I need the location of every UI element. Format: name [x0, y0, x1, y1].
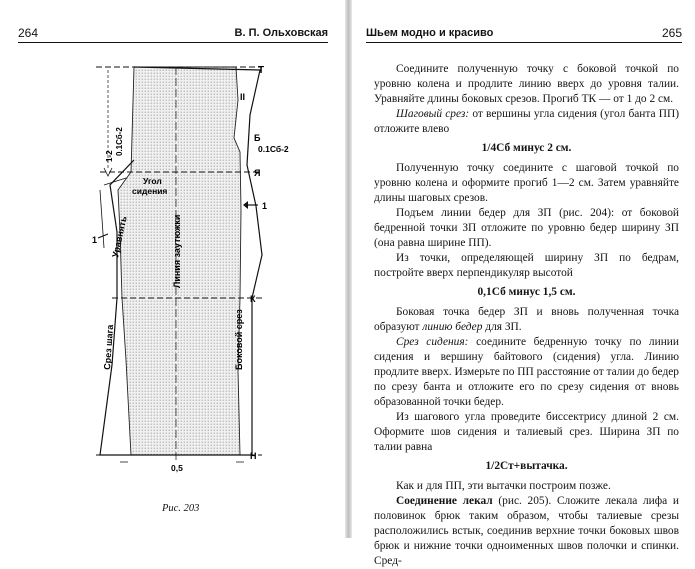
label-ya: Я	[254, 168, 261, 178]
figure-caption: Рис. 203	[162, 503, 200, 514]
page-number-right: 265	[661, 26, 682, 40]
label-1-2: 1-2	[105, 150, 114, 162]
left-page	[0, 0, 347, 538]
label-bottom-offset: 0,5	[171, 463, 183, 473]
author-running-head: В. П. Ольховская	[234, 27, 328, 39]
paragraph: Подъем линии бедер для ЗП (рис. 204): от боковой бедренной точки ЗП отложите по уровню бедер ширину ЗП (она равна ширине ПП).	[374, 207, 679, 249]
label-b: Б	[254, 133, 261, 143]
paragraph: Полученную точку соедините с шаговой точкой по уровню колена и оформите прогиб 1—2 см. Затем уравняйте длины шаговых срезов.	[374, 162, 679, 204]
right-page-header	[366, 26, 682, 43]
label-one-right: 1	[262, 201, 268, 211]
paragraph: Как и для ПП, эти вытачки построим позже.	[396, 480, 611, 492]
paragraph: Шаговый срез: от вершины угла сидения (угол банта ПП) отложите влево	[374, 108, 679, 135]
paragraph: Срез сидения: соедините бедренную точку по линии сидения и вершину байтового (сидения) угла. Линию продлите вверх. Измерьте по ПП расстояние от талии до бедер по срезу банта и отложите его по срезу сидения от вновь образованной точки бедер.	[374, 336, 679, 408]
body-text	[374, 62, 679, 569]
book-gutter	[345, 0, 352, 538]
label-uravnyat: Уравнять	[110, 215, 129, 259]
label-k: К	[250, 294, 256, 304]
label-ugol-1: Угол	[143, 176, 162, 186]
label-offset-b: 0.1Сб-2	[258, 144, 289, 154]
label-srez-shaga: Срез шага	[102, 324, 116, 371]
label-ugol-2: сидения	[132, 186, 168, 196]
formula-1: 1/4Сб минус 2 см.	[481, 142, 572, 154]
formula-3: 1/2Ст+вытачка.	[485, 460, 568, 472]
book-running-head: Шьем модно и красиво	[366, 27, 494, 39]
right-page	[352, 0, 695, 567]
page-number-left: 264	[18, 26, 39, 40]
equalize-line	[100, 190, 104, 248]
label-ii: II	[240, 92, 246, 102]
label-bokovoy-srez: Боковой срез	[234, 309, 244, 370]
paragraph: Из точки, определяющей ширину ЗП по бедрам, постройте вверх перпендикуляр высотой	[374, 252, 679, 279]
paragraph: Боковая точка бедер ЗП и вновь полученная точка образуют линию бедер для ЗП.	[374, 306, 679, 333]
label-one-left: 1	[92, 235, 98, 245]
paragraph: Соедините полученную точку с боковой точкой по уровню колена и продлите линию вверх до уровня талии. Уравняйте длины боковых срезов. Прогиб ТК — от 1 до 2 см.	[374, 63, 679, 105]
paragraph: Из шагового угла проведите биссектрису длиной 2 см. Оформите шов сидения и талиевый срез. Ширина ЗП по талии равна	[374, 411, 679, 453]
label-h: Н	[250, 451, 257, 461]
label-offset-top: 0.1Сб-2	[115, 127, 124, 156]
trouser-pattern-figure	[0, 0, 347, 538]
label-liniya-zautyuzhki: Линия заутюжки	[172, 214, 182, 288]
paragraph: Соединение лекал (рис. 205). Сложите лекала лифа и половинок брюк таким образом, чтобы талиевые срезы расположились встык, соединив верхние точки боковых швов брюк и нижние точки одноименных швов полочки и спинки. Сред-	[374, 495, 679, 567]
arrow-head-right-1	[243, 201, 248, 209]
formula-2: 0,1Сб минус 1,5 см.	[477, 286, 576, 298]
label-t: Т	[258, 65, 265, 76]
